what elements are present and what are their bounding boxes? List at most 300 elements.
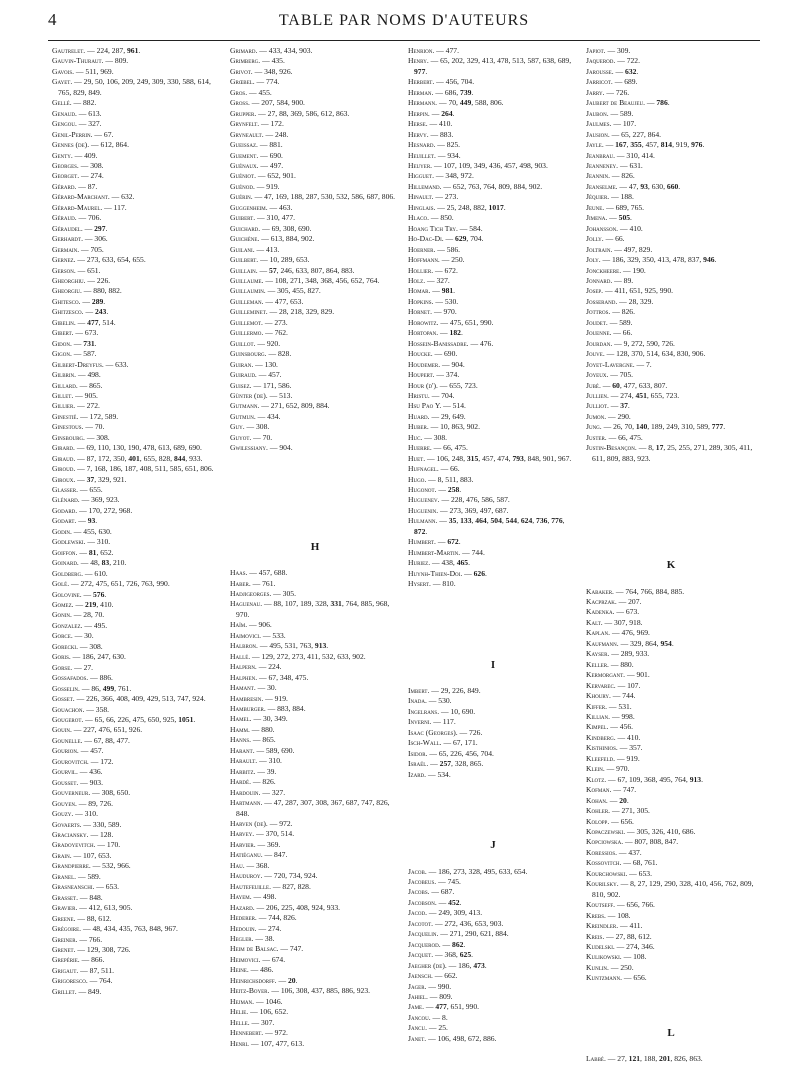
- index-entry: [52, 255, 222, 265]
- index-entry: [408, 728, 578, 738]
- index-entry: [230, 976, 400, 986]
- index-entry: [230, 109, 400, 119]
- page-references: — 250.: [439, 255, 465, 265]
- bold-page-reference: 672: [447, 537, 459, 547]
- index-entry: [52, 903, 222, 913]
- page-references: — 726.: [604, 87, 630, 97]
- page-references: , 328, 865.: [451, 759, 484, 769]
- bold-page-reference: 297: [94, 223, 106, 233]
- author-name: Gillier.: [52, 401, 76, 411]
- page-references: .: [671, 638, 674, 648]
- author-name: Heimovici.: [230, 954, 261, 964]
- index-entry: [408, 307, 578, 317]
- index-entry: [230, 913, 400, 923]
- page-references: — 412, 613, 905.: [77, 903, 133, 913]
- index-entry: [52, 495, 222, 505]
- page-references: — 613.: [76, 108, 102, 118]
- page-references: — 586.: [435, 244, 461, 254]
- author-name: Gorse.: [52, 662, 73, 672]
- page-references: — 498.: [251, 892, 277, 902]
- page-references: , 630,: [647, 181, 667, 191]
- page-references: —: [430, 286, 442, 296]
- page-references: ,: [501, 516, 506, 526]
- index-entry: [586, 182, 756, 192]
- author-name: Guement.: [230, 150, 259, 160]
- bold-page-reference: 977: [414, 66, 426, 76]
- page-references: — 273, 369, 497, 687.: [438, 505, 509, 515]
- page-references: — 190.: [621, 265, 646, 275]
- index-entry: [230, 255, 400, 265]
- index-entry: [586, 932, 756, 942]
- index-entry: [408, 224, 578, 234]
- author-name: Grain.: [52, 850, 72, 860]
- page-references: —: [76, 516, 88, 526]
- index-entry: [52, 736, 222, 746]
- index-entry: [408, 696, 578, 706]
- bold-page-reference: 660: [666, 181, 679, 191]
- page-references: — 689.: [612, 77, 638, 87]
- author-name: Joltrain.: [586, 244, 613, 254]
- index-entry: [586, 266, 756, 276]
- page-references: — 883, 884.: [265, 704, 306, 714]
- author-name: Horowitz.: [408, 317, 439, 327]
- page-references: — 28, 70.: [71, 610, 105, 620]
- page-references: — 409.: [72, 150, 98, 160]
- index-entry: [408, 381, 578, 391]
- bold-page-reference: 499: [102, 683, 115, 693]
- page-references: — 117.: [102, 202, 127, 212]
- page-references: — 656, 766.: [615, 900, 655, 910]
- index-entry: [52, 339, 222, 349]
- author-name: Jaegher (de).: [408, 960, 447, 970]
- index-entry: [52, 590, 222, 600]
- index-entry: [408, 46, 578, 56]
- page-references: — 436.: [77, 767, 103, 777]
- page-references: — 10, 690.: [439, 706, 476, 716]
- bold-page-reference: 739: [460, 87, 472, 97]
- page-references: .: [425, 526, 428, 536]
- page-references: — 327.: [425, 275, 450, 285]
- section-spacer: [230, 454, 400, 542]
- author-name: Gouin.: [52, 725, 72, 735]
- author-name: Labbé.: [586, 1054, 606, 1064]
- page-references: , 514.: [98, 317, 116, 327]
- index-entry: [408, 887, 578, 897]
- page-references: — 48,: [78, 558, 102, 568]
- author-name: Ingelrans.: [408, 706, 440, 716]
- author-name: Jaensch.: [408, 971, 433, 981]
- author-name: Kolopp.: [586, 816, 610, 826]
- index-entry: [586, 401, 756, 411]
- index-entry: [230, 245, 400, 255]
- author-name: Gros.: [230, 87, 248, 97]
- page-references: — 227, 476, 651, 926.: [71, 725, 143, 735]
- author-name: Killian.: [586, 712, 611, 722]
- author-name: Kaufmann.: [586, 638, 619, 648]
- index-entry: [586, 307, 756, 317]
- author-name: Jacquelin.: [408, 929, 439, 939]
- page-references: ,: [547, 516, 552, 526]
- author-name: Grepérie.: [52, 955, 80, 965]
- author-name: Kisthinios.: [586, 743, 618, 753]
- author-name: Hauduroy.: [230, 871, 263, 881]
- page-references: — 107.: [615, 680, 641, 690]
- page-references: —: [600, 380, 613, 390]
- index-entry: [586, 391, 756, 401]
- index-entry: [586, 879, 756, 900]
- page-references: — 656.: [609, 816, 634, 826]
- author-name: Ginsbourg.: [52, 432, 85, 442]
- page-references: — 866.: [79, 955, 105, 965]
- author-name: Hugo.: [408, 474, 427, 484]
- page-references: —: [443, 234, 456, 244]
- index-entry: [408, 182, 578, 192]
- page-references: — 69, 110, 130, 190, 478, 613, 689, 690.: [74, 443, 202, 453]
- author-name: Gidon.: [52, 338, 72, 348]
- index-entry: [52, 56, 222, 66]
- bold-page-reference: 219: [84, 600, 97, 610]
- author-name: Guénod.: [230, 181, 255, 191]
- author-name: Hallé.: [230, 651, 251, 661]
- page-references: ,: [532, 516, 537, 526]
- page-references: — 107.: [611, 119, 637, 129]
- page-references: — 27,: [605, 1054, 629, 1064]
- index-entry: [52, 318, 222, 328]
- page-references: —: [435, 537, 448, 547]
- page-references: .: [714, 255, 717, 265]
- index-entry: [52, 224, 222, 234]
- page-references: — 327.: [76, 119, 102, 129]
- author-name: Hoffmann.: [408, 255, 440, 265]
- page-references: — 67, 109, 368, 495, 764,: [606, 774, 690, 784]
- index-entry: [52, 872, 222, 882]
- index-entry: [230, 307, 400, 317]
- index-entry: [408, 1002, 578, 1012]
- author-name: Koressios.: [586, 847, 618, 857]
- index-entry: [586, 702, 756, 712]
- author-name: Joyeux.: [586, 370, 609, 380]
- index-entry: [52, 527, 222, 537]
- page-references: , 410.: [96, 600, 114, 610]
- bold-page-reference: 201: [659, 1054, 671, 1064]
- page-references: — 904.: [267, 443, 293, 453]
- author-name: Georges.: [52, 160, 79, 170]
- author-name: Guilleminet.: [230, 307, 268, 317]
- page-references: — 533.: [261, 630, 286, 640]
- page-references: , 210.: [109, 558, 127, 568]
- index-entry: [230, 673, 400, 683]
- page-references: — 825.: [435, 140, 461, 150]
- author-name: Klotz.: [586, 774, 607, 784]
- page-references: , 655, 723.: [646, 390, 680, 400]
- author-name: Jottros.: [586, 307, 611, 317]
- index-entry: [230, 579, 400, 589]
- index-entry: [408, 276, 578, 286]
- page-references: — 972.: [263, 1028, 288, 1038]
- author-name: Kacprzak.: [586, 597, 617, 607]
- index-entry: [586, 691, 756, 701]
- page-references: — 271, 290, 621, 884.: [438, 929, 509, 939]
- index-entry: [52, 433, 222, 443]
- index-entry: [408, 140, 578, 150]
- page-references: — 66.: [603, 234, 625, 244]
- index-entry: [408, 759, 578, 769]
- index-entry: [52, 245, 222, 255]
- page-references: .: [471, 87, 474, 97]
- author-name: Kourilsky.: [586, 879, 619, 889]
- bold-page-reference: 37: [620, 401, 628, 411]
- author-name: Hedouin.: [230, 923, 257, 933]
- bold-page-reference: 731: [83, 338, 95, 348]
- page-references: — 248.: [263, 129, 289, 139]
- page-references: — 8.: [430, 1012, 448, 1022]
- page-references: — 308, 650.: [90, 788, 131, 798]
- author-name: Golé.: [52, 579, 70, 589]
- index-entry: [586, 743, 756, 753]
- index-entry: [230, 412, 400, 422]
- index-entry: [586, 796, 756, 806]
- index-entry: [408, 151, 578, 161]
- bold-page-reference: 776: [551, 516, 563, 526]
- index-entry: [52, 454, 222, 464]
- author-name: Gibelin.: [52, 317, 76, 327]
- index-entry: [52, 935, 222, 945]
- page-references: — 511, 969.: [74, 66, 114, 76]
- index-entry: [586, 171, 756, 181]
- page-references: .: [103, 296, 106, 306]
- index-entry: [230, 360, 400, 370]
- index-entry: [230, 67, 400, 77]
- author-name: Grandpierre.: [52, 861, 91, 871]
- bold-page-reference: 35: [448, 516, 457, 526]
- bold-page-reference: 1051: [178, 715, 194, 724]
- author-name: Jacquet.: [408, 950, 434, 960]
- page-references: — 612, 864.: [89, 140, 129, 150]
- page-references: , 477, 633, 807.: [619, 380, 668, 390]
- index-entry: [586, 130, 756, 140]
- page-references: — 455, 630.: [71, 526, 112, 536]
- author-name: Herbert.: [408, 77, 435, 87]
- page-references: — 826.: [251, 777, 276, 787]
- author-name: Japiot.: [586, 46, 606, 55]
- index-entry: [586, 681, 756, 691]
- index-entry: [408, 770, 578, 780]
- author-name: Jeune.: [586, 202, 605, 212]
- index-entry: [408, 349, 578, 359]
- author-name: Genil-Perrin.: [52, 129, 93, 139]
- page-references: — 30.: [255, 683, 277, 693]
- section-letter: J: [490, 839, 496, 852]
- page-references: — 106, 498, 672, 886.: [426, 1033, 497, 1043]
- author-name: Goris.: [52, 652, 71, 662]
- index-entry: [586, 328, 756, 338]
- author-name: Hornet.: [408, 307, 433, 317]
- author-name: Gheorghiu.: [52, 275, 86, 285]
- index-entry: [52, 924, 222, 934]
- page-references: — 690.: [432, 349, 458, 359]
- bold-page-reference: 946: [703, 255, 715, 265]
- page-references: — 826.: [610, 171, 635, 181]
- index-entry: [230, 422, 400, 432]
- page-references: — 764.: [87, 976, 113, 986]
- index-entry: [586, 245, 756, 255]
- page-references: —: [608, 401, 621, 411]
- index-entry: [586, 56, 756, 66]
- page-references: — 410.: [618, 223, 643, 233]
- author-name: Gounelle.: [52, 735, 83, 745]
- section-spacer: [586, 571, 756, 587]
- author-name: Graciansky.: [52, 829, 89, 839]
- page-references: — 434.: [255, 411, 281, 421]
- index-column-2: [230, 46, 400, 1049]
- author-name: Hristu.: [408, 390, 430, 400]
- page-references: — 486.: [248, 965, 274, 975]
- page-references: — 128.: [88, 829, 114, 839]
- index-entry: [586, 785, 756, 795]
- bold-page-reference: 81: [88, 547, 97, 557]
- index-entry: [52, 945, 222, 955]
- index-entry: [52, 725, 222, 735]
- bold-page-reference: 814: [660, 140, 673, 150]
- page-references: .: [459, 897, 462, 907]
- page-references: — 456, 704.: [434, 77, 475, 87]
- author-name: Huber.: [408, 422, 429, 432]
- page-references: .: [452, 108, 455, 118]
- index-entry: [408, 391, 578, 401]
- page-references: — 273, 633, 654, 655.: [75, 255, 146, 265]
- index-entry: [408, 318, 578, 328]
- index-entry: [586, 942, 756, 952]
- author-name: Justin-Besançon.: [586, 443, 637, 453]
- author-name: Kleefeld.: [586, 753, 616, 763]
- index-entry: [586, 297, 756, 307]
- bold-page-reference: 401: [128, 453, 140, 463]
- author-name: Gomez.: [52, 600, 74, 610]
- index-entry: [408, 119, 578, 129]
- index-entry: [230, 704, 400, 714]
- author-name: Hour (d').: [408, 380, 438, 390]
- author-name: Herse.: [408, 119, 428, 129]
- author-name: Jumon.: [586, 411, 607, 421]
- author-name: Halpern.: [230, 662, 257, 672]
- page-references: — 272, 475, 651, 726, 763, 990.: [69, 579, 170, 589]
- page-references: — 827, 828.: [271, 881, 311, 891]
- page-references: — 807, 808, 847.: [623, 837, 679, 847]
- index-entry: [586, 628, 756, 638]
- page-references: — 530.: [433, 296, 459, 306]
- page-references: — 348, 926.: [252, 66, 293, 76]
- index-entry: [230, 318, 400, 328]
- bold-page-reference: 93: [87, 516, 96, 526]
- index-entry: [230, 568, 400, 578]
- author-name: Gourvil.: [52, 767, 78, 777]
- author-name: Huard.: [408, 411, 430, 421]
- author-name: Gosset.: [52, 694, 75, 704]
- index-entry: [52, 778, 222, 788]
- author-name: Goldberg.: [52, 568, 83, 578]
- author-name: Jacob.: [408, 866, 427, 876]
- page-references: — 744, 826.: [256, 913, 297, 923]
- index-entry: [52, 631, 222, 641]
- page-references: .: [503, 202, 506, 212]
- index-entry: [52, 485, 222, 495]
- section-letter: I: [490, 658, 496, 671]
- page-references: — 67.: [92, 129, 114, 139]
- author-name: Gillard.: [52, 380, 78, 390]
- author-name: Gautrelet.: [52, 46, 86, 55]
- page-references: — 308.: [78, 160, 104, 170]
- author-name: Hlaco.: [408, 213, 429, 223]
- author-name: Golovine.: [52, 589, 82, 599]
- author-name: Joly.: [586, 255, 601, 265]
- page-references: — 68, 761.: [621, 858, 658, 868]
- bold-page-reference: 121: [628, 1054, 641, 1064]
- author-name: Houdemer.: [408, 359, 441, 369]
- page-references: — 108, 271, 348, 368, 456, 652, 764.: [263, 275, 380, 285]
- author-name: Hoerner.: [408, 244, 436, 254]
- index-entry: [230, 746, 400, 756]
- author-name: Krebs.: [586, 910, 606, 920]
- page-references: — 690.: [258, 150, 283, 160]
- page-references: — 920.: [255, 338, 281, 348]
- author-name: Jolly.: [586, 234, 604, 244]
- bold-page-reference: 544: [505, 516, 518, 526]
- author-name: Jimena.: [586, 213, 608, 223]
- author-name: Jame.: [408, 1002, 424, 1012]
- page-references: — 589.: [76, 871, 101, 881]
- page-references: — 374.: [434, 370, 460, 380]
- index-entry: [230, 192, 400, 202]
- index-entry: [52, 799, 222, 809]
- author-name: Ghitzesco.: [52, 307, 84, 317]
- page-references: —: [423, 1002, 436, 1012]
- page-references: — 810.: [430, 579, 456, 589]
- index-entry: [586, 597, 756, 607]
- author-name: Jeanbrau.: [586, 150, 616, 160]
- index-entry: [230, 370, 400, 380]
- page-references: — 28, 218, 329, 829.: [267, 307, 335, 317]
- author-name: Huguenev.: [408, 495, 440, 505]
- page-references: — 310.: [257, 756, 282, 766]
- bold-page-reference: 504: [490, 516, 502, 526]
- author-name: Hulmann.: [408, 516, 438, 526]
- page-references: — 903.: [78, 777, 103, 787]
- bold-page-reference: 464: [475, 516, 487, 526]
- index-entry: [586, 733, 756, 743]
- index-entry: [586, 412, 756, 422]
- page-references: — 477, 653.: [263, 296, 304, 306]
- index-entry: [230, 892, 400, 902]
- bold-page-reference: 20: [287, 975, 296, 985]
- index-entry: [230, 882, 400, 892]
- author-name: Hatiéganu.: [230, 850, 263, 860]
- page-references: — 47, 169, 188, 287, 530, 532, 586, 687, 806.: [252, 192, 396, 202]
- index-entry: [52, 663, 222, 673]
- section-spacer: [408, 780, 578, 840]
- index-entry: [230, 349, 400, 359]
- index-entry: [408, 579, 578, 589]
- author-name: Henri.: [230, 1038, 250, 1048]
- index-entry: [408, 749, 578, 759]
- author-name: Gouyen.: [52, 798, 77, 808]
- author-name: Godin.: [52, 526, 72, 536]
- page-references: — 457.: [256, 370, 282, 380]
- author-name: Halphen.: [230, 672, 258, 682]
- page-references: — 672.: [433, 265, 458, 275]
- author-name: Haguenau.: [230, 599, 263, 609]
- page-references: — 207, 584, 900.: [249, 98, 305, 108]
- index-entry: [408, 877, 578, 887]
